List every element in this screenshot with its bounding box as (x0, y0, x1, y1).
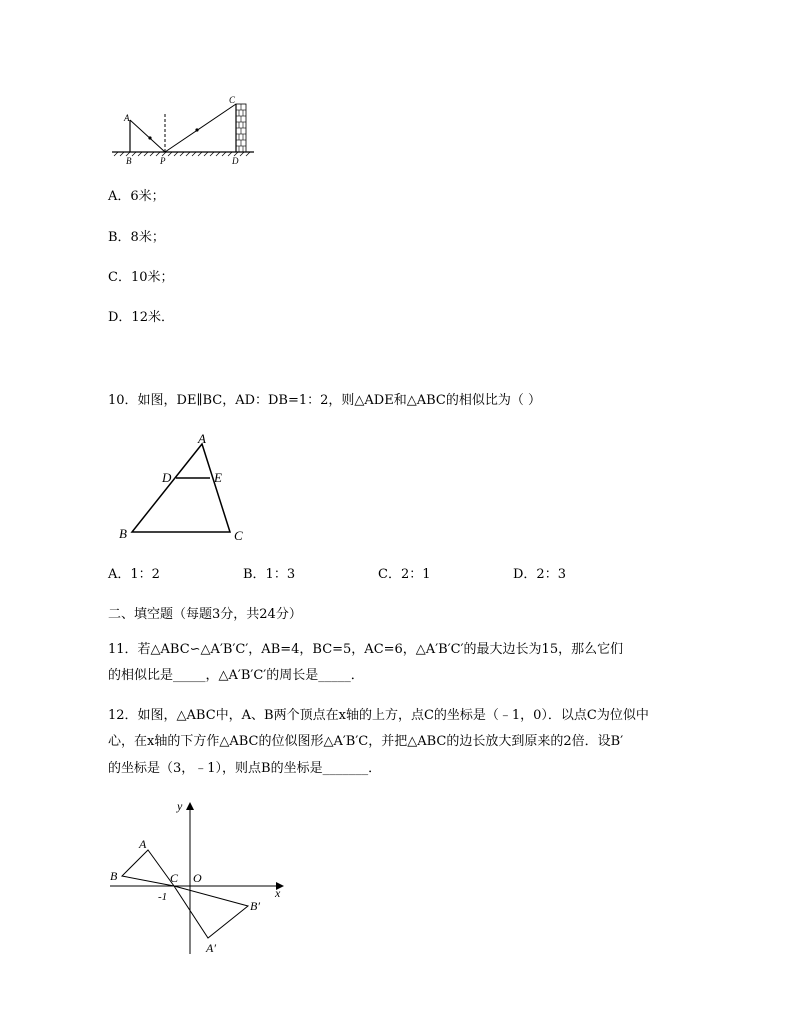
q10-option-b: B．1：3 (243, 567, 296, 582)
label-A: A (198, 432, 206, 446)
arrow-dot-2 (195, 128, 198, 131)
q9-option-d: D．12米． (108, 310, 174, 325)
label-neg1: -1 (158, 891, 168, 903)
q10-option-d: D．2：3 (513, 567, 566, 582)
label-B: B (126, 156, 132, 166)
q12-line-2: 心，在x轴的下方作△ABC的位似图形△A′B′C，并把△ABC的边长放大到原来的2倍．设B′ (108, 734, 624, 749)
label-C: C (170, 871, 179, 885)
q9-option-b: B．8米； (108, 230, 165, 245)
arrow-dot-1 (148, 136, 151, 139)
label-D: D (162, 470, 172, 485)
label-O: O (193, 871, 202, 885)
segment-AP (130, 120, 165, 152)
q10-triangle-figure (112, 432, 252, 544)
label-B: B (119, 526, 127, 541)
q9-option-a: A．6米； (108, 189, 165, 204)
section-heading: 二、填空题（每题3分，共24分） (108, 607, 302, 622)
triangle-ApBpC (174, 886, 248, 938)
y-axis-arrow (186, 802, 194, 810)
ground-hatching (114, 152, 250, 156)
q10-stem: 10．如图，DE∥BC，AD：DB=1：2，则△ADE和△ABC的相似比为（ ） (108, 393, 541, 408)
q11-line-2: 的相似比是_____，△A′B′C′的周长是_____． (108, 668, 364, 683)
triangle-ABC (132, 444, 230, 532)
label-B: B (110, 869, 118, 883)
label-P: P (160, 156, 166, 166)
q10-option-a: A．1：2 (108, 567, 160, 582)
q9-reflection-figure (108, 92, 258, 170)
q12-line-3: 的坐标是（3，﹣1），则点B的坐标是_______． (108, 761, 382, 776)
label-B-prime: B′ (250, 899, 260, 913)
label-E: E (214, 470, 222, 485)
brick-lines (236, 104, 246, 152)
label-y: y (177, 799, 183, 813)
label-D: D (232, 156, 239, 166)
label-A: A (139, 837, 147, 851)
label-C: C (234, 528, 243, 543)
q9-option-c: C．10米； (108, 270, 174, 285)
label-A: A (124, 113, 130, 123)
label-A-prime: A′ (206, 941, 216, 955)
q11-line-1: 11．若△ABC∽△A′B′C′，AB=4，BC=5，AC=6，△A′B′C′的最大边长为15，那么它们 (108, 642, 624, 657)
triangle-ABC (122, 850, 174, 886)
q12-coordinate-figure (104, 796, 294, 962)
segment-PC (165, 104, 236, 152)
q10-option-c: C．2：1 (378, 567, 431, 582)
label-x: x (275, 886, 281, 900)
q12-line-1: 12．如图，△ABC中，A、B两个顶点在x轴的上方，点C的坐标是（﹣1，0）．以点C为位似中 (108, 708, 649, 723)
label-C: C (229, 95, 236, 105)
